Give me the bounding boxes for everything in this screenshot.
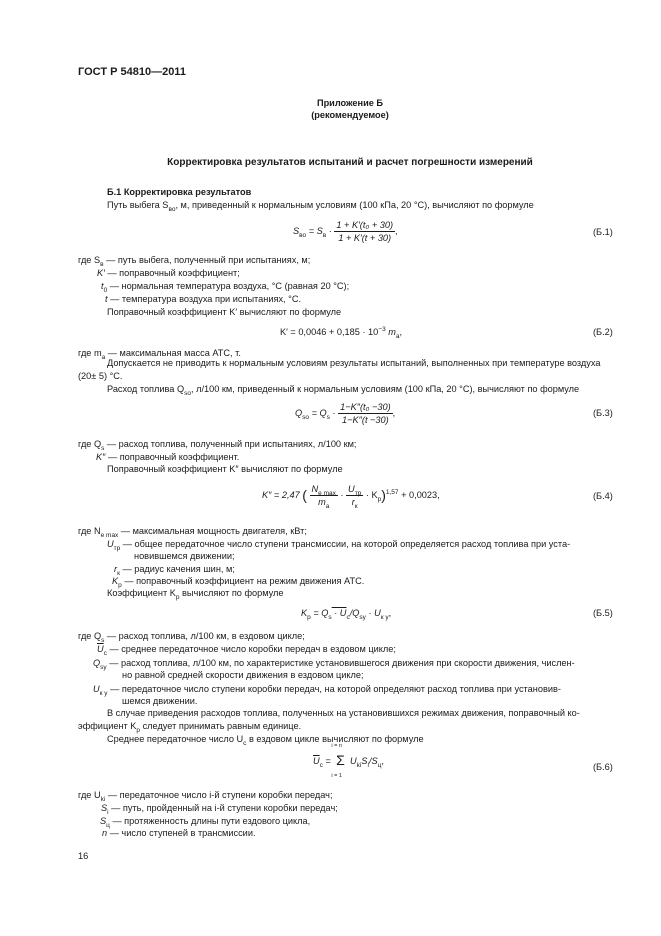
where-line: $K_р$ — поправочный коэффициент на режим движения АТС.	[112, 576, 365, 589]
formula-number: (Б.4)	[593, 491, 613, 501]
where-line: K″ — поправочный коэффициент.	[96, 452, 240, 462]
formula-b6: $\overline{U}_с$ = i = n Σ i = 1 $U_{ki}S_i/S_ц$,	[313, 743, 384, 779]
formula-number: (Б.1)	[593, 227, 613, 237]
formula-b4: K″ = 2,47 ( $\frac{N_{e max}}{m_а}$ · $\frac{U_{тр}}{r_к}$ · $K_р)^{1,57} + 0,0023$,	[262, 484, 440, 510]
where-line: t — температура воздуха при испытаниях, °С.	[105, 294, 302, 304]
where-line: $r_к$ — радиус качения шин, м;	[114, 564, 235, 577]
formula-number: (Б.5)	[593, 608, 613, 618]
where-line: новившемся движении;	[134, 551, 235, 561]
where-line: $S_ц$ — протяженность длины пути ездового цикла,	[100, 816, 311, 829]
paragraph-7: В случае приведения расходов топлива, полученных на установившихся режимах движения, поправочный ко-эффициент $K_р$ следует принимать равным единице.	[78, 708, 580, 734]
paragraph-8: Среднее передаточное число $U_с$ в ездовом цикле вычисляют по формуле	[107, 734, 424, 747]
where-line: $S_i$ — путь, пройденный на i-й ступени коробки передач;	[101, 803, 338, 816]
where-line: где $N_{e max}$ — максимальная мощность двигателя, кВт;	[78, 526, 307, 539]
paragraph-3: Допускается не приводить к нормальным условиям результаты испытаний, выполненных при температуре воздуха (20± 5) °С.	[78, 358, 601, 381]
where-line: где $Q_s$ — расход топлива, полученный при испытаниях, л/100 км;	[78, 439, 357, 452]
where-line: n — число ступеней в трансмиссии.	[102, 828, 256, 838]
where-line: $t_0$ — нормальная температура воздуха, °С (равная 20 °С);	[101, 281, 350, 294]
formula-number: (Б.6)	[593, 762, 613, 772]
formula-number: (Б.3)	[593, 408, 613, 418]
where-line: где $U_{ki}$ — передаточное число i-й ступени коробки передач;	[78, 790, 333, 803]
subsection-title: Б.1 Корректировка результатов	[107, 187, 252, 197]
formula-b3: $Q_{sо} = Q_s$ · $\frac{\text{1−K″(t₀ −30)}}{1-K''(t -30)}$ ,	[295, 402, 396, 425]
paragraph-6: Коэффициент $K_р$ вычисляют по формуле	[107, 588, 284, 601]
where-line: K′ — поправочный коэффициент;	[97, 268, 240, 278]
formula-b2: $K' = 0,0046 + 0,185 \cdot 10^{-3}$ $m_а$,	[280, 325, 403, 340]
where-line: $U_{тр}$ — общее передаточное число ступени трансмиссии, на которой определяется расход топлива при уста-	[107, 539, 571, 552]
where-line: $U_{к у}$ — передаточное число ступени коробки передач, на которой определяют расход топлива при установив-	[93, 684, 561, 697]
document-header: ГОСТ Р 54810—2011	[78, 66, 186, 78]
where-line: где $Q_s$ — расход топлива, л/100 км, в ездовом цикле;	[78, 631, 305, 644]
where-line: где $S_в$ — путь выбега, полученный при испытаниях, м;	[78, 255, 311, 268]
formula-number: (Б.2)	[593, 327, 613, 337]
section-title: Корректировка результатов испытаний и расчет погрешности измерений	[167, 157, 533, 168]
where-line: где $m_а$ — максимальная масса АТС, т.	[78, 348, 241, 361]
where-line: но равной средней скорости движения в ездовом цикле;	[122, 670, 364, 680]
where-line: $\overline{U}_с$ — среднее передаточное число коробки передач в ездовом цикле;	[97, 644, 396, 657]
annex-status: (рекомендуемое)	[311, 110, 389, 120]
formula-b1: $S_{во} = S_в$ · $\frac{\text{1 + K′(t₀ + 30)}}{1 + K'(t + 30)}$ ,	[293, 220, 398, 243]
paragraph-5: Поправочный коэффициент K″ вычисляют по формуле	[107, 464, 343, 474]
paragraph-4: Расход топлива $Q_{sо}$, л/100 км, приведенный к нормальным условиям (100 кПа, 20 °С), вычисляют по формуле	[107, 384, 580, 397]
page-number: 16	[78, 851, 89, 861]
where-line: $Q_{sу}$ — расход топлива, л/100 км, по характеристике установившегося движения при скорости движения, числен-	[93, 658, 575, 671]
paragraph-2: Поправочный коэффициент K′ вычисляют по формуле	[107, 307, 342, 317]
paragraph-1: Путь выбега $S_{во}$, м, приведенный к нормальным условиям (100 кПа, 20 °С), вычисляют по формуле	[107, 200, 534, 213]
formula-b5: $K_р = Q_s \cdot U_с/Q_{sу} \cdot U_{к у}$,	[301, 608, 392, 621]
where-line: шемся движении.	[122, 696, 198, 706]
annex-title: Приложение Б	[316, 98, 384, 108]
